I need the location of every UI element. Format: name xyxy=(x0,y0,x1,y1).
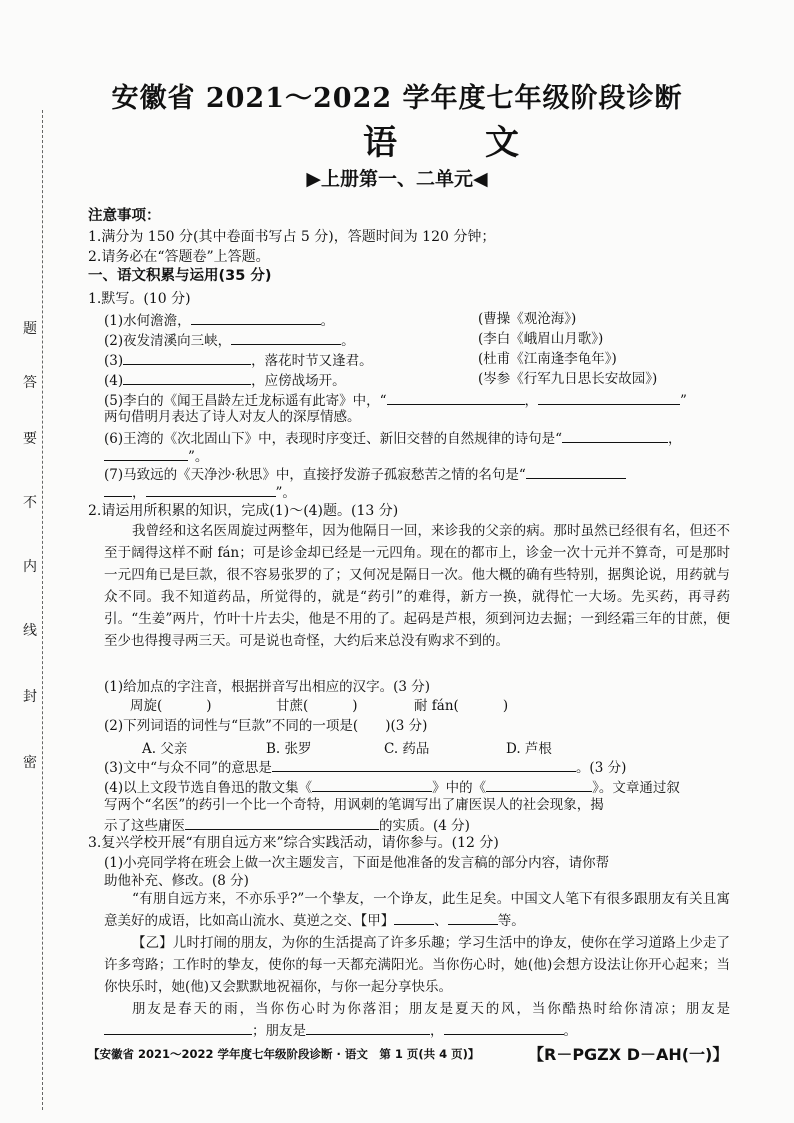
seal-char: 不 xyxy=(23,495,37,511)
scope-label: ▶上册第一、二单元◀ xyxy=(306,168,488,190)
dictation-line: (1)水何澹澹， 。 xyxy=(104,310,334,330)
answer-blank[interactable] xyxy=(444,1020,564,1035)
choice-option[interactable]: D. 芦根 xyxy=(506,741,552,757)
subquestion: (4)以上文段节选自鲁迅的散文集《 》中的《 》。文章通过叙 xyxy=(104,777,680,797)
answer-blank[interactable] xyxy=(104,1020,252,1035)
subquestion: (1)小亮同学将在班会上做一次主题发言，下面是他准备的发言稿的部分内容，请你帮 xyxy=(104,855,610,871)
answer-blank[interactable] xyxy=(394,910,434,925)
answer-blank[interactable] xyxy=(123,350,251,365)
dictation-line: (2)夜发清溪向三峡， 。 xyxy=(104,330,355,350)
answer-blank[interactable] xyxy=(562,428,668,443)
poem-source: (岑参《行军九日思长安故园》) xyxy=(478,371,658,387)
paper-code: 【R－PGZX D－AH(一)】 xyxy=(528,1045,729,1064)
choice-option[interactable]: A. 父亲 xyxy=(142,741,188,757)
question-1-label: 1.默写。(10 分) xyxy=(88,291,191,307)
reading-passage: 我曾经和这名医周旋过两整年，因为他隔日一回，来诊我的父亲的病。那时虽然已经很有名，但还不至于阔得这样不耐 fán；可是诊金却已经是一元四角。现在的都市上，诊金一次十元并不算奇，可是那时一元四角已是巨款，很不容易张罗的了；又何况是隔日一次。他大概的确有些特别，据舆论说，用药就与众不同。我不知道药品，所觉得的，就是“药引”的难得，新方一换，就得忙一大场。先买药，再寻药引。“生姜”两片，竹叶十片去尖，他是不用的了。起码是芦根，须到河边去掘；一到经霜三年的甘蔗，便至少也得搜寻两三天。可是说也奇怪，大约后来总没有购求不到的。 xyxy=(104,523,730,649)
answer-blank[interactable] xyxy=(146,482,276,497)
poem-source: (曹操《观沧海》) xyxy=(478,311,577,327)
choice-option[interactable]: C. 药品 xyxy=(384,741,430,757)
answer-blank[interactable] xyxy=(387,390,525,405)
answer-blank[interactable] xyxy=(185,815,379,830)
seal-char: 线 xyxy=(23,623,37,639)
answer-blank[interactable] xyxy=(123,370,251,385)
speech-paragraph: “有朋自远方来，不亦乐乎?”一个挚友，一个诤友，此生足矣。中国文人笔下有很多跟朋友有关且寓意美好的成语，比如高山流水、莫逆之交、【甲】 、 等。 xyxy=(104,891,730,929)
subquestion: (2)下列词语的词性与“巨款”不同的一项是( )(3 分) xyxy=(104,718,428,734)
answer-blank[interactable] xyxy=(538,390,680,405)
dictation-line: (7)马致远的《天净沙·秋思》中，直接抒发游子孤寂愁苦之情的名句是“ xyxy=(104,464,626,484)
dictation-line: 两句借明月表达了诗人对友人的深厚情感。 xyxy=(104,409,361,425)
answer-blank[interactable] xyxy=(486,777,592,792)
dictation-line: (3) ，落花时节又逢君。 xyxy=(104,350,373,370)
subquestion: (1)给加点的字注音，根据拼音写出相应的汉字。(3 分) xyxy=(104,679,431,695)
poem-source: (李白《峨眉山月歌》) xyxy=(478,331,604,347)
subquestion: 写两个“名医”的药引一个比一个奇特，用讽刺的笔调写出了庸医误人的社会现象，揭 xyxy=(104,797,604,813)
seal-char: 封 xyxy=(23,689,37,705)
answer-blank[interactable] xyxy=(306,1020,430,1035)
pinyin-item: 甘蔗( ) xyxy=(276,698,358,714)
seal-char: 答 xyxy=(23,375,37,391)
page-footer xyxy=(88,1046,748,1062)
question-3-label: 3.复兴学校开展“有朋自远方来”综合实践活动，请你参与。(12 分) xyxy=(88,835,499,851)
seal-char: 要 xyxy=(23,431,37,447)
footer-text: 【安徽省 2021～2022 学年度七年级阶段诊断 · 语文 第 1 页(共 4 页)】 xyxy=(88,1047,480,1061)
note-item: 1.满分为 150 分(其中卷面书写占 5 分)，答题时间为 120 分钟； xyxy=(88,229,496,245)
dictation-line: (6)王湾的《次北固山下》中，表现时序变迁、新旧交替的自然规律的诗句是“ ， xyxy=(104,428,682,448)
choice-option[interactable]: B. 张罗 xyxy=(266,741,312,757)
section-heading: 一、语文积累与运用(35 分) xyxy=(88,268,272,284)
poem-source: (杜甫《江南逢李龟年》) xyxy=(478,351,617,367)
seal-char: 密 xyxy=(23,755,37,771)
answer-blank[interactable] xyxy=(231,330,341,345)
answer-blank[interactable] xyxy=(526,464,626,479)
subquestion: 助他补充、修改。(8 分) xyxy=(104,873,249,889)
seal-char: 内 xyxy=(23,559,37,575)
speech-paragraph: 【乙】儿时打闹的朋友，为你的生活提高了许多乐趣；学习生活中的诤友，使你在学习道路上少走了许多弯路；工作时的挚友，使你的每一天都充满阳光。当你伤心时，她(他)会想方设法让你开心起来；当你快乐时，她(他)又会默默地祝福你，与你一起分享快乐。 xyxy=(104,935,730,995)
dictation-line: (5)李白的《闻王昌龄左迁龙标遥有此寄》中，“ ， ” xyxy=(104,390,687,410)
question-2-label: 2.请运用所积累的知识，完成(1)～(4)题。(13 分) xyxy=(88,503,399,519)
pinyin-item: 耐 fán( ) xyxy=(414,698,509,714)
dictation-line: ， ”。 xyxy=(104,482,296,502)
subquestion: (3)文中“与众不同”的意思是 。(3 分) xyxy=(104,757,626,777)
answer-blank[interactable] xyxy=(448,910,498,925)
answer-blank[interactable] xyxy=(191,310,321,325)
pinyin-item: 周旋( ) xyxy=(130,698,212,714)
note-item: 2.请务必在“答题卷”上答题。 xyxy=(88,249,270,265)
dictation-line: (4) ，应傍战场开。 xyxy=(104,370,346,390)
speech-paragraph: 朋友是春天的雨，当你伤心时为你落泪；朋友是夏天的风，当你酷热时给你清凉；朋友是；朋友是 ， 。 xyxy=(104,998,730,1042)
notes-heading: 注意事项： xyxy=(88,208,161,224)
subject-title: 语文 xyxy=(363,123,607,163)
seal-char: 题 xyxy=(23,321,37,337)
subquestion: 示了这些庸医 的实质。(4 分) xyxy=(104,815,470,835)
answer-blank[interactable] xyxy=(104,446,188,461)
exam-title: 安徽省 2021～2022 学年度七年级阶段诊断 xyxy=(111,83,683,114)
answer-blank[interactable] xyxy=(272,757,576,772)
seal-line xyxy=(42,110,43,1110)
answer-blank[interactable] xyxy=(312,777,432,792)
dictation-line: ”。 xyxy=(104,446,208,466)
answer-blank[interactable] xyxy=(104,482,132,497)
